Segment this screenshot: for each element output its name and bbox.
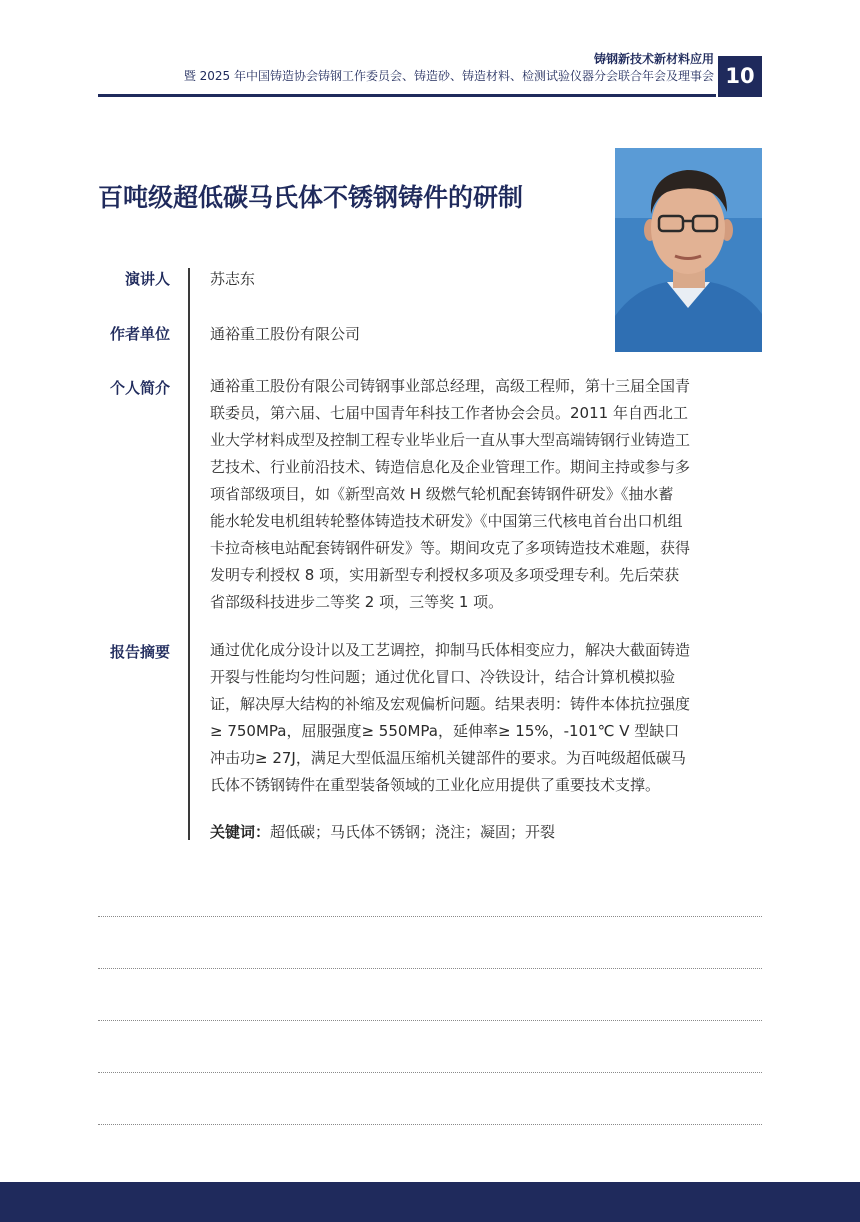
bio-line: 通裕重工股份有限公司铸钢事业部总经理，高级工程师，第十三届全国青 — [210, 377, 691, 395]
bio-line: 业大学材料成型及控制工程专业毕业后一直从事大型高端铸钢行业铸造工 — [210, 431, 691, 449]
bio-line: 项省部级项目，如《新型高效 H 级燃气轮机配套铸钢件研发》《抽水蓄 — [210, 485, 674, 503]
note-line — [98, 1072, 762, 1073]
header-rule — [98, 94, 716, 97]
running-header — [98, 52, 714, 84]
section-name: 铸钢新技术新材料应用 — [593, 52, 714, 66]
affiliation-label: 作者单位 — [109, 325, 170, 343]
bio-text — [210, 373, 766, 616]
speaker-name: 苏志东 — [210, 270, 256, 288]
abstract-line: 开裂与性能均匀性问题；通过优化冒口、冷铁设计，结合计算机模拟验 — [210, 668, 676, 686]
keywords-label: 关键词： — [210, 823, 271, 841]
page-title: 百吨级超低碳马氏体不锈钢铸件的研制 — [98, 183, 524, 212]
content-divider — [188, 268, 190, 840]
bio-line: 联委员，第六届、七届中国青年科技工作者协会会员。2011 年自西北工 — [210, 404, 688, 422]
affiliation-value: 通裕重工股份有限公司 — [210, 325, 361, 343]
speaker-photo — [615, 148, 762, 352]
bio-label: 个人简介 — [109, 379, 170, 397]
abstract-line: 通过优化成分设计以及工艺调控，抑制马氏体相变应力，解决大截面铸造 — [210, 641, 691, 659]
abstract-text — [210, 637, 766, 799]
bio-line: 卡拉奇核电站配套铸钢件研发》等。期间攻克了多项铸造技术难题，获得 — [210, 539, 691, 557]
abstract-line: ≥ 750MPa，屈服强度≥ 550MPa，延伸率≥ 15%，-101℃ V 型缺口 — [210, 722, 680, 740]
bio-line: 省部级科技进步二等奖 2 项，三等奖 1 项。 — [210, 593, 504, 611]
abstract-line: 冲击功≥ 27J，满足大型低温压缩机关键部件的要求。为百吨级超低碳马 — [210, 749, 686, 767]
abstract-line: 证，解决厚大结构的补缩及宏观偏析问题。结果表明：铸件本体抗拉强度 — [210, 695, 691, 713]
keywords-value: 超低碳；马氏体不锈钢；浇注；凝固；开裂 — [270, 823, 556, 841]
note-line — [98, 916, 762, 917]
note-line — [98, 1020, 762, 1021]
speaker-label: 演讲人 — [124, 270, 170, 288]
abstract-line: 氏体不锈钢铸件在重型装备领域的工业化应用提供了重要技术支撑。 — [210, 776, 661, 794]
bio-line: 艺技术、行业前沿技术、铸造信息化及企业管理工作。期间主持或参与多 — [210, 458, 691, 476]
abstract-label: 报告摘要 — [109, 643, 170, 661]
page-number: 10 — [718, 56, 762, 97]
footer-band — [0, 1182, 860, 1222]
bio-line: 发明专利授权 8 项，实用新型专利授权多项及多项受理专利。先后荣获 — [210, 566, 680, 584]
speaker-portrait-image — [615, 148, 762, 352]
bio-line: 能水轮发电机组转轮整体铸造技术研发》《中国第三代核电首台出口机组 — [210, 512, 683, 530]
keywords — [210, 821, 555, 842]
note-line — [98, 968, 762, 969]
event-name: 暨 2025 年中国铸造协会铸钢工作委员会、铸造砂、铸造材料、检测试验仪器分会联合年会及理事会 — [183, 69, 714, 83]
note-line — [98, 1124, 762, 1125]
